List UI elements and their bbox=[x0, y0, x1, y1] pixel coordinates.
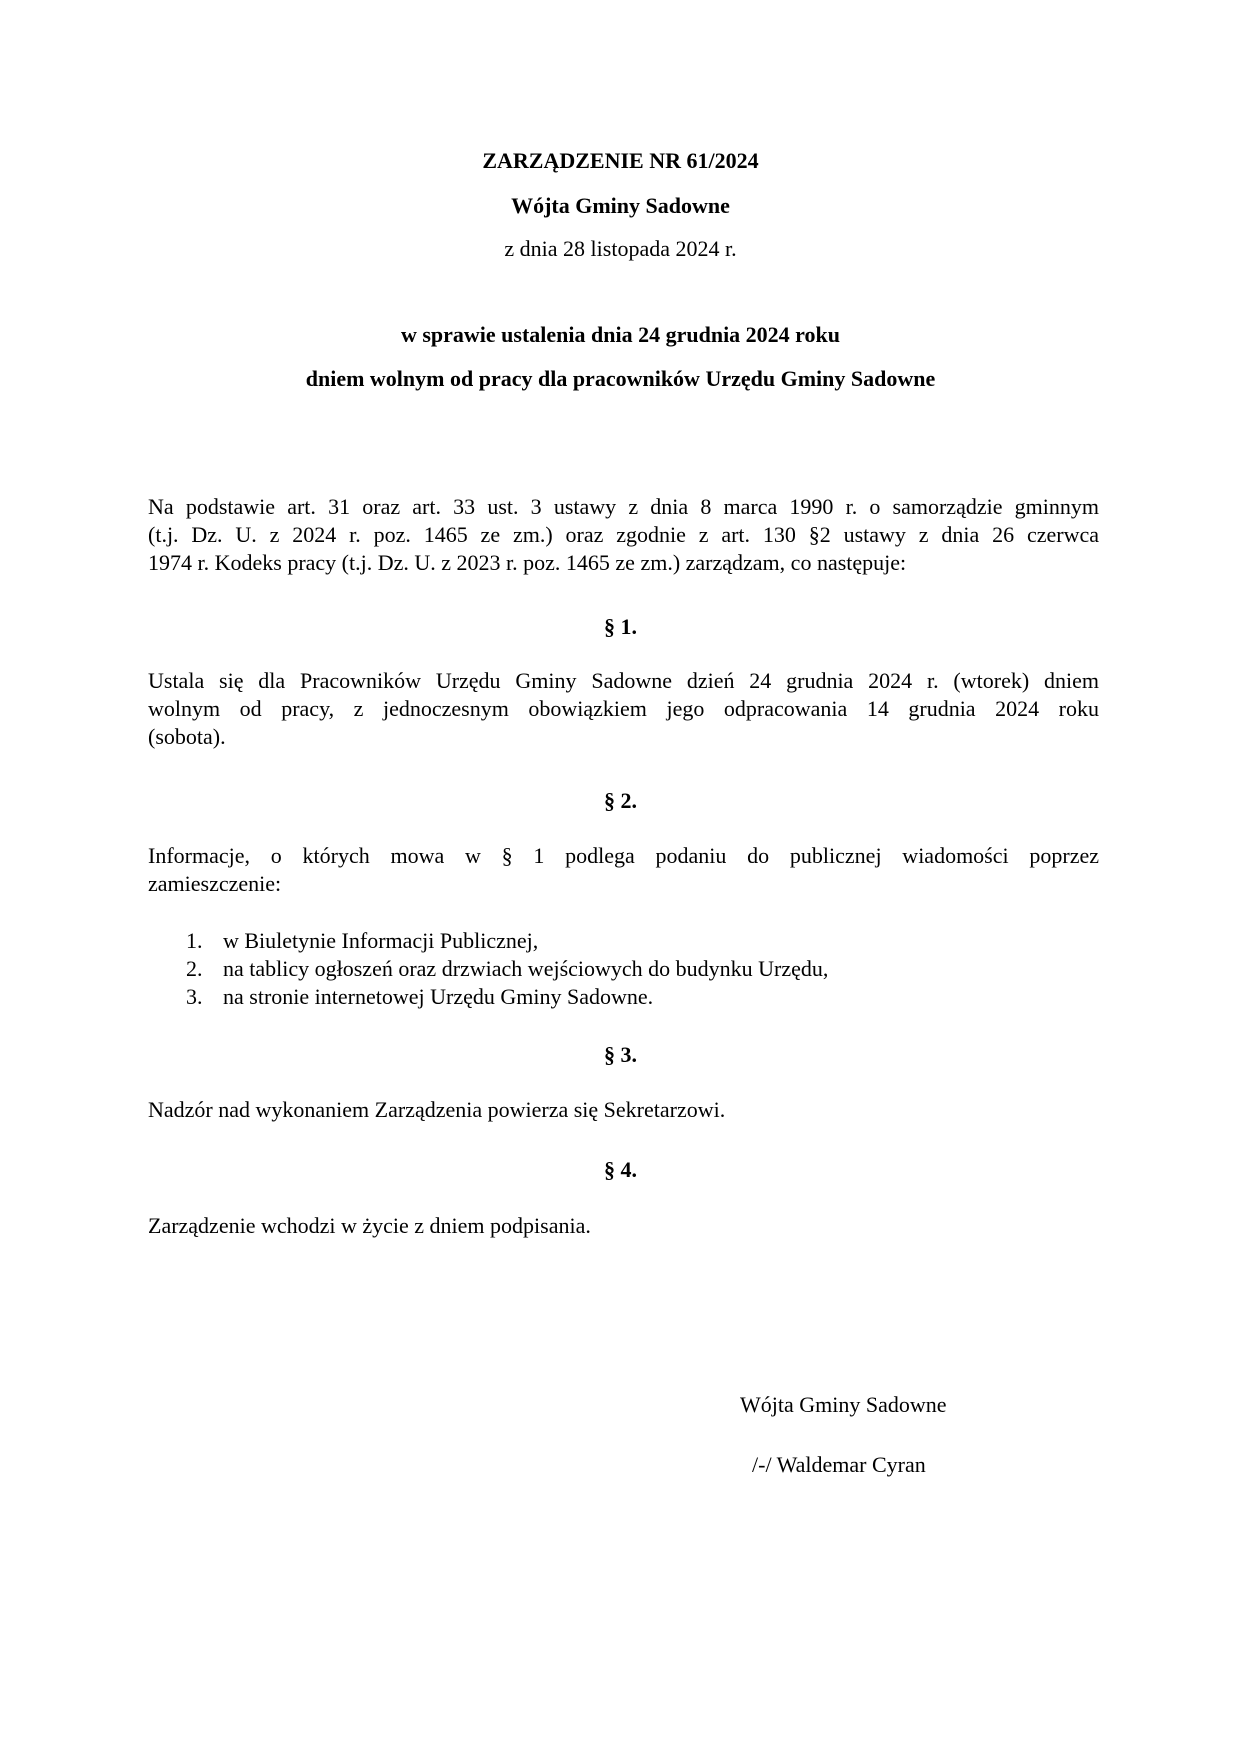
list-item-number: 3. bbox=[186, 984, 203, 1009]
section-1-heading: § 1. bbox=[604, 614, 637, 639]
document-title: ZARZĄDZENIE NR 61/2024 bbox=[482, 148, 759, 173]
list-item-text: na tablicy ogłoszeń oraz drzwiach wejściowych do budynku Urzędu, bbox=[223, 956, 829, 981]
section-3-heading: § 3. bbox=[604, 1042, 637, 1067]
preamble-line: 1974 r. Kodeks pracy (t.j. Dz. U. z 2023 r. poz. 1465 ze zm.) zarządzam, co następuje: bbox=[148, 550, 907, 575]
section-2-heading: § 2. bbox=[604, 788, 637, 813]
subject-line-2: dniem wolnym od pracy dla pracowników Urzędu Gminy Sadowne bbox=[305, 366, 936, 391]
signature-name: /-/ Waldemar Cyran bbox=[752, 1452, 926, 1477]
section-1-paragraph bbox=[148, 667, 1099, 751]
section-1-line: Ustala się dla Pracowników Urzędu Gminy Sadowne dzień 24 grudnia 2024 r. (wtorek) dniem bbox=[148, 668, 1099, 693]
list-item bbox=[148, 955, 1099, 983]
section-4-heading: § 4. bbox=[604, 1157, 637, 1182]
list-item-number: 2. bbox=[186, 956, 203, 981]
list-item bbox=[148, 927, 1099, 955]
document-issuer: Wójta Gminy Sadowne bbox=[511, 193, 730, 218]
preamble-line: (t.j. Dz. U. z 2024 r. poz. 1465 ze zm.) oraz zgodnie z art. 130 §2 ustawy z dnia 26 czerwca bbox=[148, 522, 1099, 547]
preamble-paragraph bbox=[148, 493, 1099, 577]
section-4-paragraph bbox=[148, 1212, 1099, 1240]
list-item-text: w Biuletynie Informacji Publicznej, bbox=[223, 928, 539, 953]
list-item-number: 1. bbox=[186, 928, 203, 953]
subject-line-1: w sprawie ustalenia dnia 24 grudnia 2024 roku bbox=[400, 322, 841, 347]
section-2-line: Informacje, o których mowa w § 1 podlega podaniu do publicznej wiadomości poprzez bbox=[148, 843, 1099, 868]
signature-title: Wójta Gminy Sadowne bbox=[740, 1392, 947, 1417]
section-3-paragraph bbox=[148, 1096, 1099, 1124]
document-date: z dnia 28 listopada 2024 r. bbox=[504, 236, 737, 261]
section-4-line: Zarządzenie wchodzi w życie z dniem podpisania. bbox=[148, 1213, 591, 1238]
publication-list bbox=[148, 927, 1099, 1011]
list-item-text: na stronie internetowej Urzędu Gminy Sadowne. bbox=[223, 984, 654, 1009]
section-1-line: (sobota). bbox=[148, 724, 226, 749]
preamble-line: Na podstawie art. 31 oraz art. 33 ust. 3 ustawy z dnia 8 marca 1990 r. o samorządzie gminnym bbox=[148, 494, 1099, 519]
section-3-line: Nadzór nad wykonaniem Zarządzenia powierza się Sekretarzowi. bbox=[148, 1097, 726, 1122]
section-2-line: zamieszczenie: bbox=[148, 871, 282, 896]
section-1-line: wolnym od pracy, z jednoczesnym obowiązkiem jego odpracowania 14 grudnia 2024 roku bbox=[148, 696, 1099, 721]
section-2-paragraph bbox=[148, 842, 1099, 898]
list-item bbox=[148, 983, 1099, 1011]
